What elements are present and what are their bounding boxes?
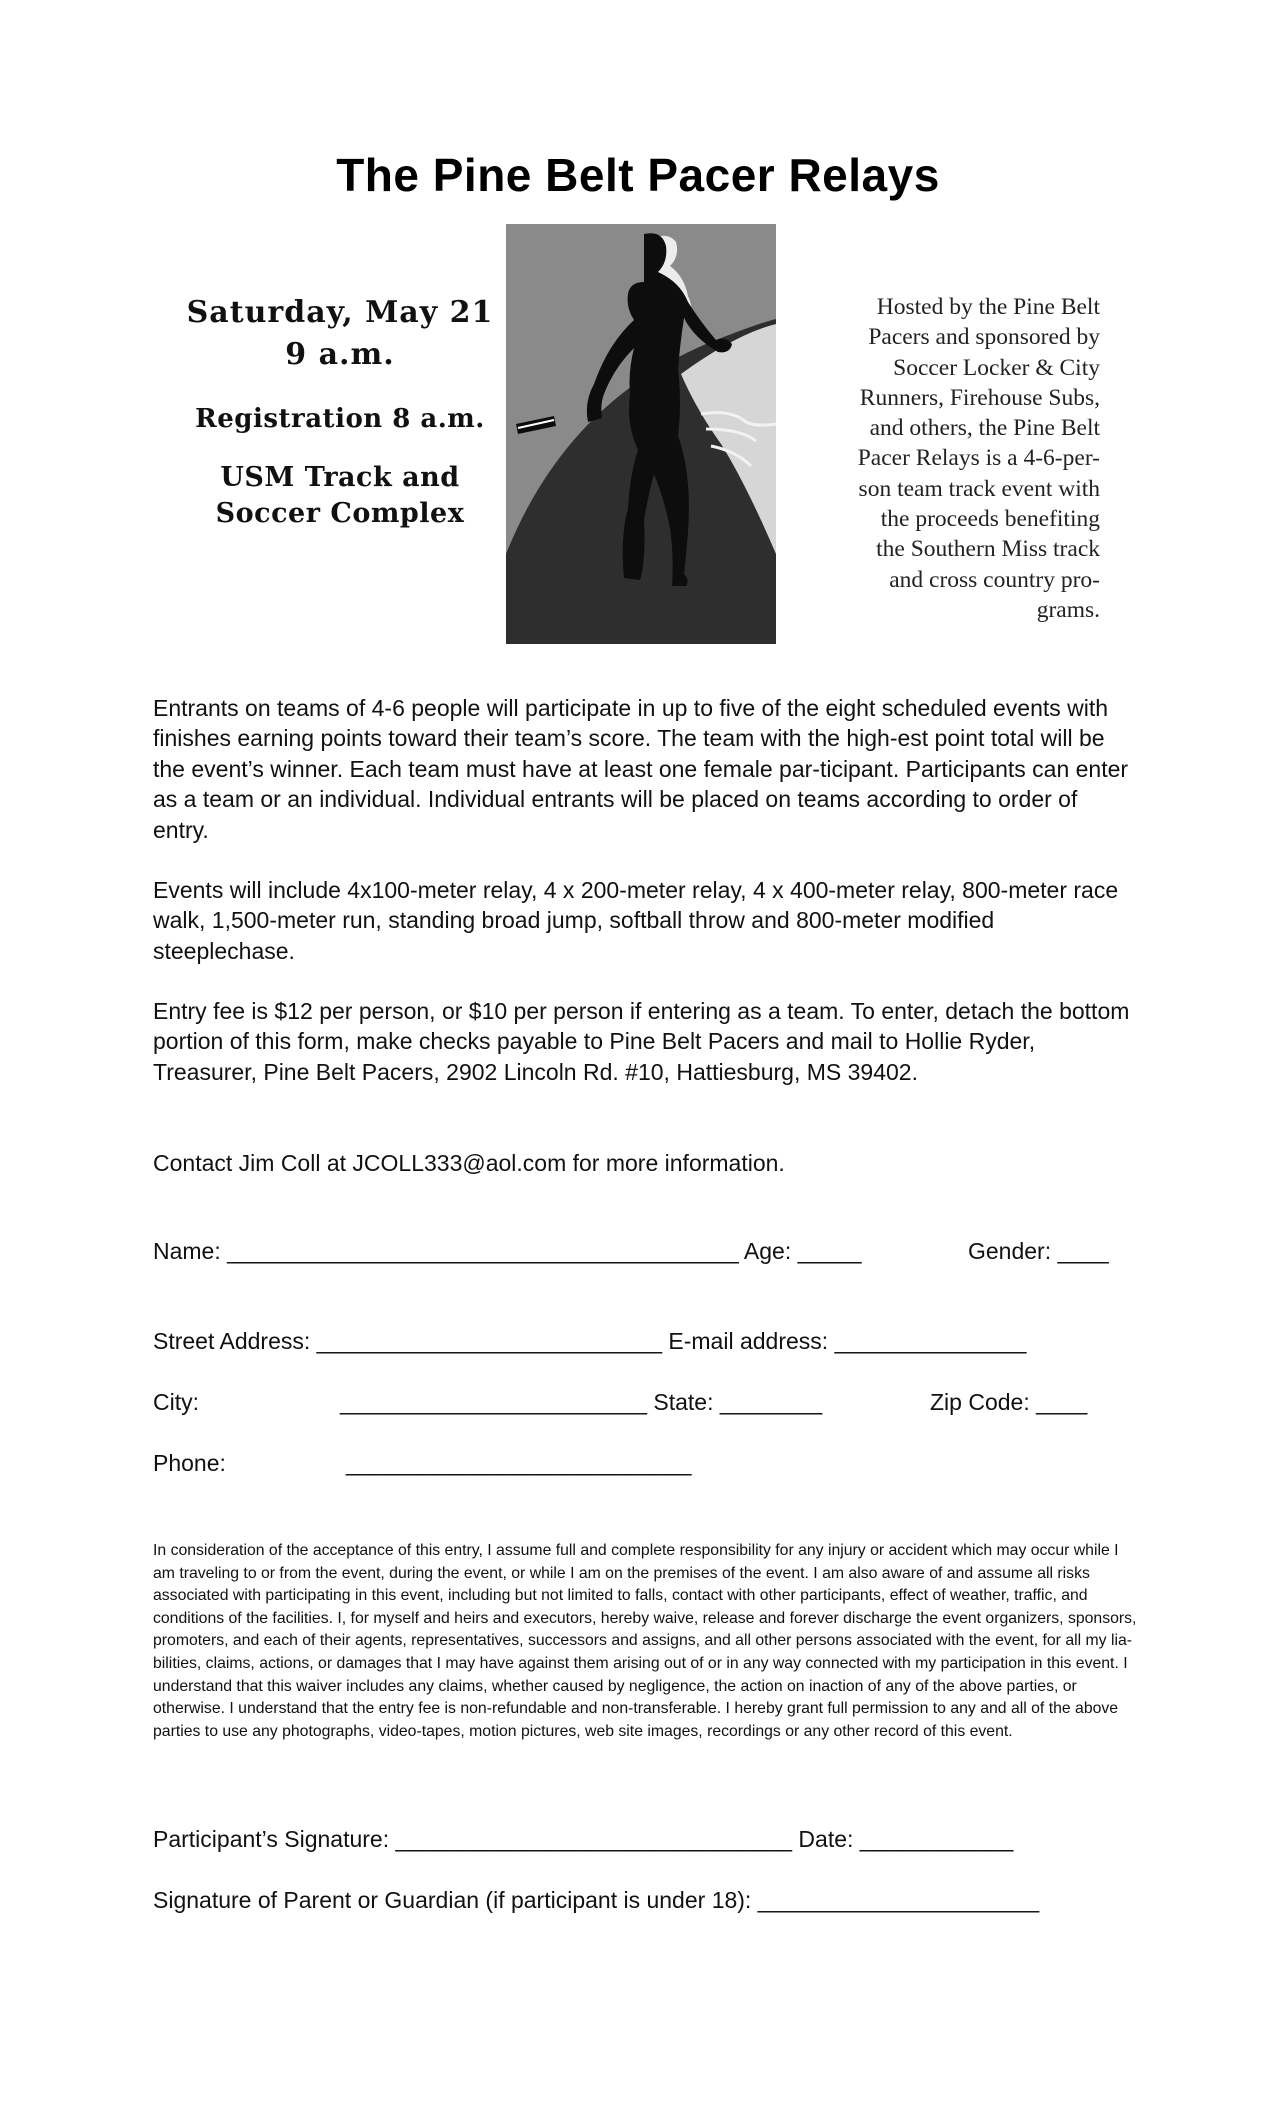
gender-field[interactable]: Gender: ____ [968,1238,1109,1264]
street-email-field[interactable]: Street Address: ___________________________ E-mail address: _______________ [153,1328,1027,1354]
city-label: City: [153,1389,199,1415]
intro-line: the proceeds benefiting [880,506,1100,533]
intro-line: Soccer Locker & City [893,354,1100,381]
event-date: Saturday, May 21 [186,295,494,330]
intro-line: Pacers and sponsored by [868,324,1100,351]
entry-fee-paragraph: Entry fee is $12 per person, or $10 per person if entering as a team. To enter, detach the bottom portion of this form, make checks payable to Pine Belt Pacers and mail to Hollie Ryder, Treasurer, Pine Belt Pacers, 2902 Lincoln Rd. #10, Hattiesburg, MS 39402. [153,998,1130,1085]
rules-paragraph: Entrants on teams of 4-6 people will participate in up to five of the eight scheduled events with finishes earning points toward their team’s score. The team with the high-est point total will be the event’s winner. Each team must have at least one female par-ticipant. Participants can enter as a team or an individual. Individual entrants will be placed on teams according to order of entry. [153,695,1129,843]
phone-label: Phone: [153,1450,226,1476]
intro-line: and cross country pro- [889,566,1100,593]
runner-with-baton-icon [506,224,776,644]
name-age-field[interactable]: Name: ________________________________________ Age: _____ [153,1238,862,1264]
intro-line: Hosted by the Pine Belt [876,294,1100,320]
venue-line-2: Soccer Complex [215,498,465,529]
intro-line: grams. [1036,596,1100,623]
intro-line: son team track event with [858,475,1100,502]
events-paragraph: Events will include 4x100-meter relay, 4 x 200-meter relay, 4 x 400-meter relay, 800-meter race walk, 1,500-meter run, standing broad jump, softball throw and 800-meter modified steeplechase. [153,877,1119,964]
event-intro [790,292,1100,625]
event-venue [160,460,520,532]
intro-line: Pacer Relays is a 4-6-per- [857,445,1100,472]
registration-time: Registration 8 a.m. [195,404,485,434]
city-state-field[interactable]: ________________________ State: ________ [340,1389,823,1415]
participant-signature-field[interactable]: Participant’s Signature: _______________________________ Date: ____________ [153,1826,1014,1852]
intro-line: and others, the Pine Belt [869,415,1100,442]
contact-paragraph: Contact Jim Coll at JCOLL333@aol.com for more information. [153,1150,785,1176]
waiver-text: In consideration of the acceptance of this entry, I assume full and complete responsibility for any injury or accident which may occur while I am traveling to or from the event, during the event, or while I am on the premises of the event. I am also aware of and assume all risks associated with participating in this event, including but not limited to falls, contact with other participants, effect of weather, traffic, and conditions of the facilities. I, for myself and heirs and executors, hereby waive, release and forever discharge the event organizers, sponsors, promoters, and each of their agents, representatives, successors and assigns, and all other persons associated with the event, for all my lia-bilities, claims, actions, or damages that I may have against them arising out of or in any way connected with my participation in this event. I understand that this waiver includes any claims, whether caused by negligence, the action on inaction of any of the above parties, or otherwise. I understand that the entry fee is non-refundable and non-transferable. I hereby grant full permission to any and all of the above parties to use any photographs, video-tapes, motion pictures, web site images, recordings or any other record of this event. [153,1542,1137,1740]
zip-field[interactable]: Zip Code: ____ [930,1389,1088,1415]
intro-line: the Southern Miss track [876,536,1100,563]
phone-field[interactable]: ___________________________ [346,1450,692,1476]
guardian-signature-field[interactable]: Signature of Parent or Guardian (if participant is under 18): ______________________ [153,1887,1040,1913]
page-title: The Pine Belt Pacer Relays [336,149,940,201]
event-details [160,292,520,532]
event-time: 9 a.m. [285,337,395,372]
venue-line-1: USM Track and [220,462,460,493]
intro-line: Runners, Firehouse Subs, [859,384,1100,411]
